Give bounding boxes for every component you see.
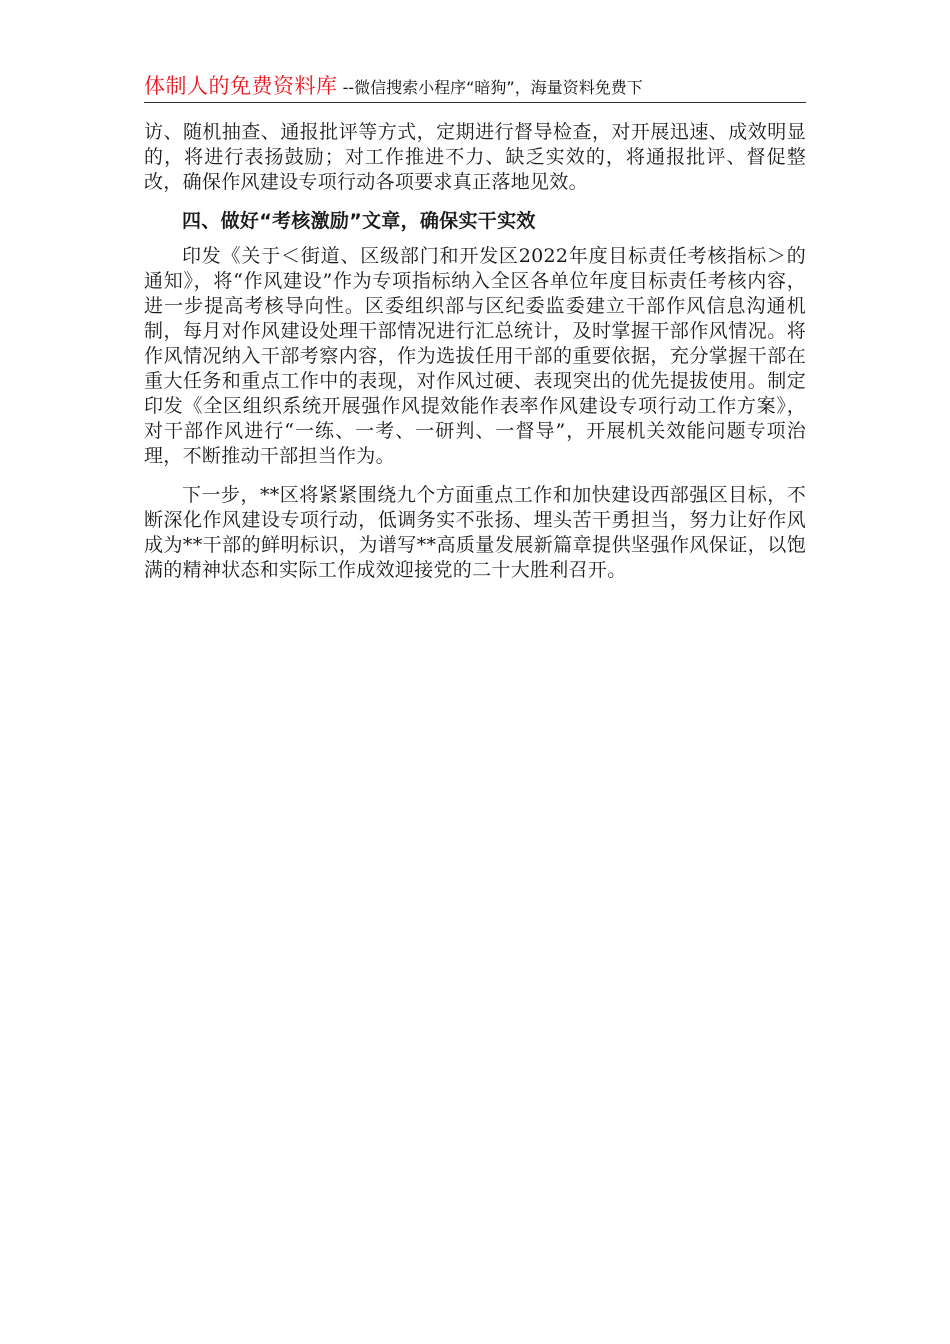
page-header bbox=[144, 70, 806, 103]
document-body bbox=[144, 120, 806, 583]
paragraph-spacer bbox=[144, 469, 806, 483]
paragraph-next-step: 下一步，**区将紧紧围绕九个方面重点工作和加快建设西部强区目标，不断深化作风建设专项行动，低调务实不张扬、埋头苦干勇担当，努力让好作风成为**干部的鲜明标识，为谱写**高质量发展新篇章提供坚强作风保证，以饱满的精神状态和实际工作成效迎接党的二十大胜利召开。 bbox=[144, 484, 806, 581]
header-brand: 体制人的免费资料库 bbox=[144, 74, 338, 98]
header-tagline: --微信搜索小程序“暗狗”，海量资料免费下 bbox=[342, 78, 643, 97]
paragraph-continued: 访、随机抽查、通报批评等方式，定期进行督导检查，对开展迅速、成效明显的，将进行表扬鼓励；对工作推进不力、缺乏实效的，将通报批评、督促整改，确保作风建设专项行动各项要求真正落地见效。 bbox=[144, 121, 806, 193]
paragraph-assessment: 印发《关于＜街道、区级部门和开发区2022年度目标责任考核指标＞的通知》，将“作风建设”作为专项指标纳入全区各单位年度目标责任考核内容，进一步提高考核导向性。区委组织部与区纪委监委建立干部作风信息沟通机制，每月对作风建设处理干部情况进行汇总统计，及时掌握干部作风情况。将作风情况纳入干部考察内容，作为选拔任用干部的重要依据，充分掌握干部在重大任务和重点工作中的表现，对作风过硬、表现突出的优先提拔使用。制定印发《全区组织系统开展强作风提效能作表率作风建设专项行动工作方案》，对干部作风进行“一练、一考、一研判、一督导”，开展机关效能问题专项治理，不断推动干部担当作为。 bbox=[144, 245, 806, 467]
section-heading: 四、做好“考核激励”文章，确保实干实效 bbox=[182, 210, 536, 232]
